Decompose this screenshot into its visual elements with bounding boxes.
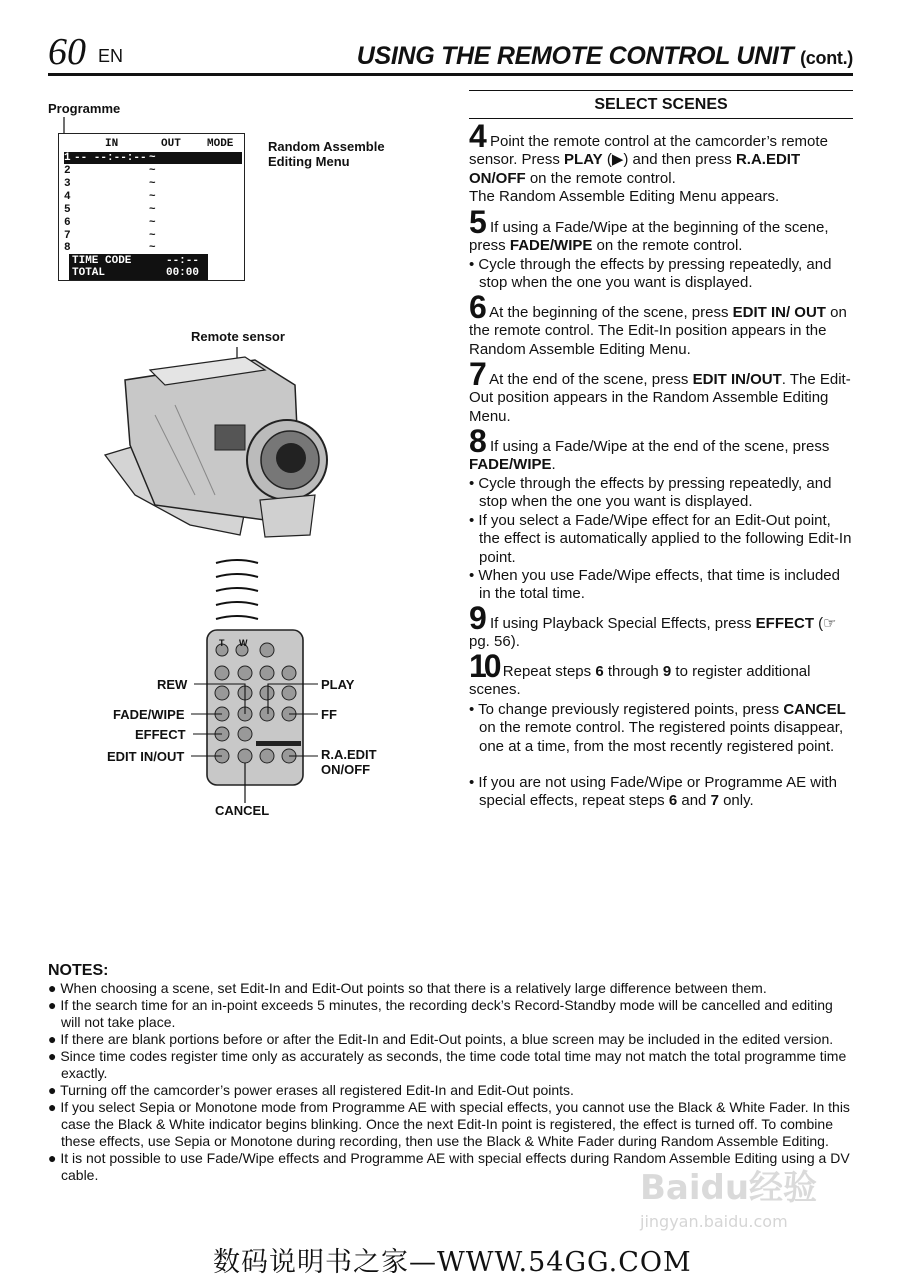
row-number: 1 [64, 152, 71, 164]
step-6 [469, 289, 853, 359]
step-text: to register additional scenes. [469, 663, 811, 699]
row-number: 4 [64, 191, 71, 203]
notes-section [48, 962, 853, 1184]
step-bold: FADE/WIPE [509, 237, 593, 255]
step-text: If using Playback Special Effects, press [489, 615, 756, 632]
fade-wipe-label: FADE/WIPE [113, 707, 185, 722]
bullet-text: and [677, 792, 711, 810]
row-number: 5 [64, 204, 71, 216]
bullet-bold: CANCEL [783, 701, 846, 718]
page-language: EN [98, 46, 124, 66]
row-tilde: ~ [149, 191, 156, 203]
baidu-url-watermark: jingyan.baidu.com [640, 1212, 788, 1231]
step-8 [469, 423, 853, 475]
step-text: If using a Fade/Wipe at the end of the scene, press [489, 438, 830, 455]
time-code-label: TIME CODE [72, 255, 132, 267]
step-4 [469, 118, 853, 206]
step-number: 8 [469, 423, 486, 459]
step-5-bullet: • Cycle through the effects by pressing repeatedly, and stop when the one you want is displayed. [469, 256, 832, 292]
step-8-bullet: • Cycle through the effects by pressing repeatedly, and stop when the one you want is displayed. [469, 475, 832, 511]
rew-label: REW [157, 677, 188, 692]
step-bold: EDIT IN/OUT [692, 371, 782, 388]
row-number: 2 [64, 165, 71, 177]
note-item: ● Turning off the camcorder’s power erases all registered Edit-In and Edit-Out points. [48, 1082, 574, 1098]
note-item: ● If there are blank portions before or after the Edit-In and Edit-Out points, a blue screen may be included in the edited version. [48, 1031, 834, 1047]
row-tilde: ~ [149, 230, 156, 242]
page-title [357, 42, 853, 71]
step-10 [469, 648, 853, 700]
bullet-text: • To change previously registered points, press [469, 701, 784, 718]
title-text: USING THE REMOTE CONTROL UNIT [356, 42, 794, 70]
remote-t-label: T [219, 638, 225, 648]
section-title: SELECT SCENES [469, 90, 853, 119]
step-8-bullet: • If you select a Fade/Wipe effect for an Edit-Out point, the effect is automatically applied to the following Edit-In point. [469, 512, 852, 566]
step-number: 6 [469, 289, 486, 325]
total-value: 00:00 [165, 267, 199, 279]
bullet-text: on the remote control. The registered points disappear, one at a time, from the most recently registered point. [479, 719, 844, 755]
menu-row [64, 217, 242, 229]
menu-col-mode: MODE [207, 138, 234, 150]
note-item: ● Since time codes register time only as accurately as seconds, the time code total time may not match the total programme time exactly. [48, 1048, 847, 1081]
note-item: ● It is not possible to use Fade/Wipe effects and Programme AE with special effects during Random Assemble Editing using a DV cable. [48, 1150, 850, 1183]
step-bold: EDIT IN/ OUT [732, 304, 826, 321]
ir-signal-icon [210, 555, 265, 625]
notes-title: NOTES: [48, 962, 109, 979]
edit-in-out-label: EDIT IN/OUT [107, 749, 185, 764]
menu-caption: Random Assemble Editing Menu [268, 139, 385, 169]
step-9 [469, 600, 853, 652]
menu-footer [69, 254, 208, 280]
ra-edit-label-1: R.A.EDIT [321, 747, 377, 762]
row-number: 3 [64, 178, 71, 190]
footer-watermark: 数码说明书之家—WWW.54GG.COM [213, 1247, 692, 1278]
step-bold: 6 [595, 663, 604, 680]
step-7 [469, 356, 853, 426]
menu-row [64, 191, 242, 203]
step-5 [469, 204, 853, 256]
menu-col-out: OUT [161, 138, 181, 150]
row-number: 8 [64, 242, 71, 254]
time-code-value: --:-- [165, 255, 199, 267]
row-number: 7 [64, 230, 71, 242]
remote-w-label: W [239, 638, 248, 648]
step-10-bullet [469, 701, 853, 756]
step-text: Point the remote control at the camcorder’s remote sensor. Press [469, 133, 828, 169]
step-text: . The Edit-Out position appears in the Random Assemble Editing Menu. [469, 371, 851, 425]
remote-control-illustration [190, 628, 330, 803]
row-tilde: ~ [149, 204, 156, 216]
row-tilde: ~ [149, 242, 156, 254]
play-label: PLAY [321, 677, 355, 692]
bullet-text: only. [718, 792, 754, 810]
remote-sensor-label: Remote sensor [191, 329, 285, 344]
step-text: At the end of the scene, press [489, 371, 693, 388]
step-bold: PLAY [564, 151, 603, 169]
ff-label: FF [321, 707, 337, 722]
step-text: through [603, 663, 663, 680]
baidu-watermark: Baidu经验 [640, 1168, 818, 1208]
row-tilde: ~ [149, 165, 156, 177]
menu-row [64, 165, 242, 177]
step-text: At the beginning of the scene, press [489, 304, 733, 321]
menu-row [64, 152, 242, 164]
row-tilde: ~ [149, 178, 156, 190]
note-item: ● If you select Sepia or Monotone mode from Programme AE with special effects, you cannot use the Black & White Fader. In this case the Black & White indicator begins blinking. Once the next Edit-In point is registered, the effect is turned off. To combine these effects, use Sepia or Monotone during recording, then use the Black & White Fader during Random Assemble Editing. [48, 1099, 850, 1149]
step-text: . [551, 456, 556, 474]
step-number: 7 [469, 356, 486, 392]
row-tilde: ~ [149, 217, 156, 229]
menu-row [64, 178, 242, 190]
step-text: on the remote control. [525, 169, 676, 187]
effect-label: EFFECT [135, 727, 186, 742]
title-cont: (cont.) [800, 48, 853, 68]
ra-edit-label-2: ON/OFF [321, 762, 371, 777]
menu-col-in: IN [105, 138, 119, 150]
step-bold: R.A.EDIT ON/OFF [469, 151, 801, 187]
page-number: 60 [48, 31, 86, 73]
step-text: on the remote control. [592, 237, 743, 255]
menu-row [64, 242, 242, 254]
step-bold: FADE/WIPE [469, 456, 552, 474]
step-number: 5 [469, 204, 486, 240]
row-value: -- --:--:-- [74, 152, 147, 164]
row-tilde: ~ [149, 152, 156, 164]
bullet-bold: 6 [668, 792, 678, 810]
menu-row [64, 230, 242, 242]
step-text: (☞ pg. 56). [469, 615, 837, 651]
camcorder-illustration [95, 345, 340, 550]
cancel-label: CANCEL [215, 803, 270, 818]
step-text: on the remote control. The Edit-In position appears in the Random Assemble Editing Menu. [469, 304, 847, 358]
step-text: If using a Fade/Wipe at the beginning of the scene, press [469, 219, 829, 255]
programme-label: Programme [48, 101, 121, 116]
step-bold: EFFECT [755, 615, 814, 632]
random-assemble-menu [58, 133, 245, 281]
bullet-text: • If you are not using Fade/Wipe or Programme AE with special effects, repeat steps [469, 774, 837, 810]
step-8-bullet: • When you use Fade/Wipe effects, that time is included in the total time. [469, 567, 840, 603]
menu-row [64, 204, 242, 216]
step-text: Repeat steps [502, 663, 596, 680]
section-header [469, 90, 853, 119]
step-number: 9 [469, 600, 486, 636]
step-text: (▶) and then press [602, 151, 736, 169]
step-bold: 9 [662, 663, 672, 680]
total-label: TOTAL [72, 267, 106, 279]
row-number: 6 [64, 217, 71, 229]
step-10-bullet [469, 774, 853, 811]
bullet-bold: 7 [710, 792, 719, 810]
step-number: 4 [469, 118, 486, 154]
note-item: ● When choosing a scene, set Edit-In and Edit-Out points so that there is a relatively large difference between them. [48, 980, 767, 996]
note-item: ● If the search time for an in-point exceeds 5 minutes, the recording deck’s Record-Standby mode will be cancelled and editing will not take place. [48, 997, 833, 1030]
step-number: 10 [469, 648, 499, 684]
step-text: The Random Assemble Editing Menu appears. [469, 187, 780, 205]
